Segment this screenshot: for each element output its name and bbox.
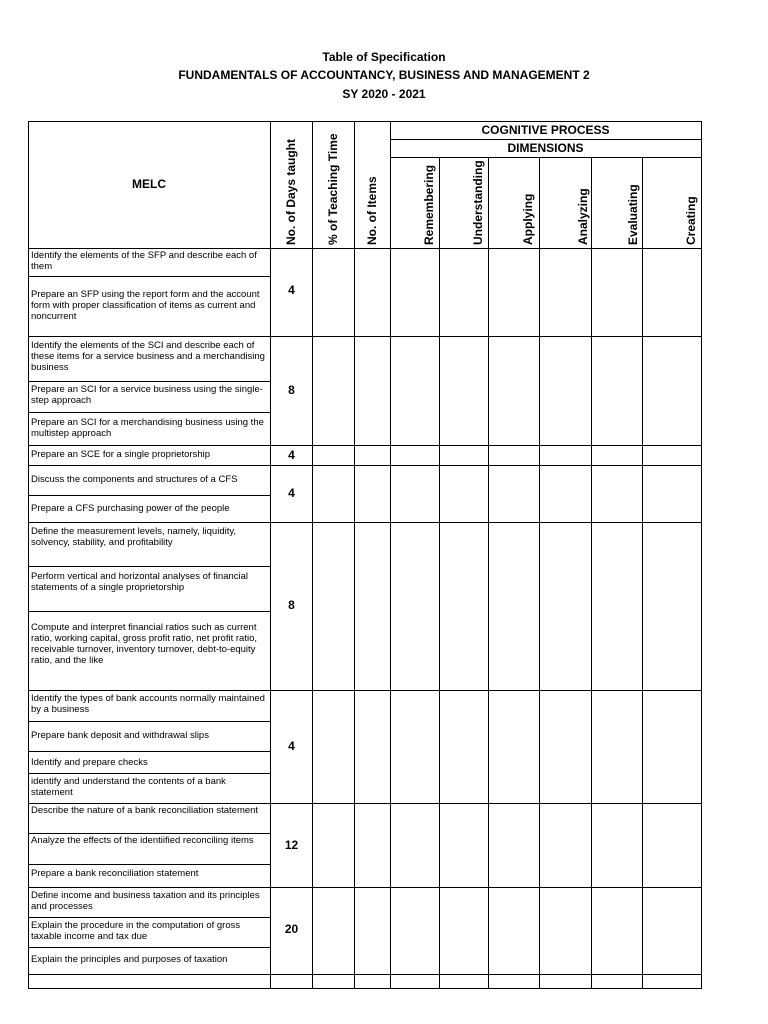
melc-item: Explain the principles and purposes of taxation [31,954,228,965]
group-row-line [270,988,702,989]
days-taught-value: 4 [288,739,295,753]
melc-row-line [28,721,270,722]
melc-item: Prepare an SCI for a merchandising business using the multistep approach [31,417,264,439]
melc-item: Identify and prepare checks [31,757,148,768]
melc-row-line [28,465,270,466]
group-row-line [270,690,702,691]
melc-row-line [28,773,270,774]
days-taught-header: No. of Days taught [284,138,298,245]
subject-title: FUNDAMENTALS OF ACCOUNTANCY, BUSINESS AND MANAGEMENT 2 [178,68,590,82]
dimensions-header: DIMENSIONS [507,141,584,155]
days-taught-value: 8 [288,383,295,397]
group-row-line [270,336,702,337]
melc-item: Prepare an SCE for a single proprietorship [31,449,211,460]
column-line [390,121,391,989]
no-of-items-header: No. of Items [365,176,379,245]
melc-item: Prepare an SCI for a service business using the single-step approach [31,384,263,406]
dimension-label: Remembering [422,164,436,245]
melc-item: Prepare a CFS purchasing power of the people [31,503,230,514]
header-bottom-line [28,248,702,249]
group-row-line [270,803,702,804]
column-line [642,157,643,989]
melc-item: Prepare an SFP using the report form and the account form with proper classification of items as current and noncurrent [31,289,260,322]
dimension-label: Creating [684,196,698,245]
column-line [439,157,440,989]
table-border-top [28,121,702,122]
dimension-label: Applying [521,193,535,245]
melc-row-line [28,381,270,382]
melc-row-line [28,495,270,496]
melc-item: Identify the elements of the SCI and describe each of these items for a service business and a merchandising business [31,340,265,373]
melc-item: Explain the procedure in the computation of gross taxable income and tax due [31,920,241,942]
dimensions-divider [390,157,702,158]
column-line [312,121,313,989]
dimension-label: Understanding [471,160,485,245]
column-line [270,121,271,989]
melc-item: Perform vertical and horizontal analyses of financial statements of a single proprietorship [31,571,249,593]
melc-row-line [28,947,270,948]
melc-header: MELC [132,177,166,191]
melc-item: identify and understand the contents of a bank statement [31,776,226,798]
melc-row-line [28,276,270,277]
melc-row-line [28,522,270,523]
group-row-line [270,465,702,466]
column-line [28,121,29,989]
dimension-label: Evaluating [626,184,640,245]
school-year: SY 2020 - 2021 [342,87,426,101]
melc-item: Compute and interpret financial ratios such as current ratio, working capital, gross profit ratio, net profit ratio, receivable turnover, inventory turnover, debt-to-equity ratio, and the like [31,622,257,666]
melc-row-line [28,864,270,865]
column-line [701,121,702,989]
group-row-line [270,445,702,446]
column-line [488,157,489,989]
teaching-time-header: % of Teaching Time [326,133,340,245]
days-taught-value: 12 [284,838,299,852]
group-row-line [270,522,702,523]
days-taught-value: 4 [288,283,295,297]
melc-row-line [28,887,270,888]
melc-row-line [28,974,270,975]
melc-row-line [28,445,270,446]
melc-row-line [28,336,270,337]
melc-item: Define the measurement levels, namely, liquidity, solvency, stability, and profitability [31,526,237,548]
melc-row-line [28,566,270,567]
cognitive-divider [390,139,702,140]
days-taught-value: 20 [284,922,299,936]
document-title: Table of Specification [322,50,446,64]
melc-item: Describe the nature of a bank reconciliation statement [31,805,259,816]
group-row-line [270,887,702,888]
melc-item: Identify the types of bank accounts normally maintained by a business [31,693,265,715]
cognitive-process-header: COGNITIVE PROCESS [481,123,610,137]
melc-item: Identify the elements of the SFP and describe each of them [31,250,257,272]
melc-row-line [28,803,270,804]
dimension-label: Analyzing [576,188,590,245]
column-line [591,157,592,989]
melc-row-line [28,690,270,691]
melc-item: Discuss the components and structures of a CFS [31,474,238,485]
melc-row-line [28,833,270,834]
melc-item: Prepare a bank reconciliation statement [31,868,199,879]
melc-row-line [28,611,270,612]
melc-item: Analyze the effects of the identiified reconciling items [31,835,254,846]
melc-row-line [28,412,270,413]
melc-row-line [28,917,270,918]
melc-item: Define income and business taxation and its principles and processes [31,890,260,912]
melc-item: Prepare bank deposit and withdrawal slips [31,730,209,741]
days-taught-value: 4 [288,486,295,500]
group-row-line [270,974,702,975]
column-line [354,121,355,989]
melc-row-line [28,751,270,752]
days-taught-value: 4 [288,448,295,462]
days-taught-value: 8 [288,598,295,612]
column-line [539,157,540,989]
